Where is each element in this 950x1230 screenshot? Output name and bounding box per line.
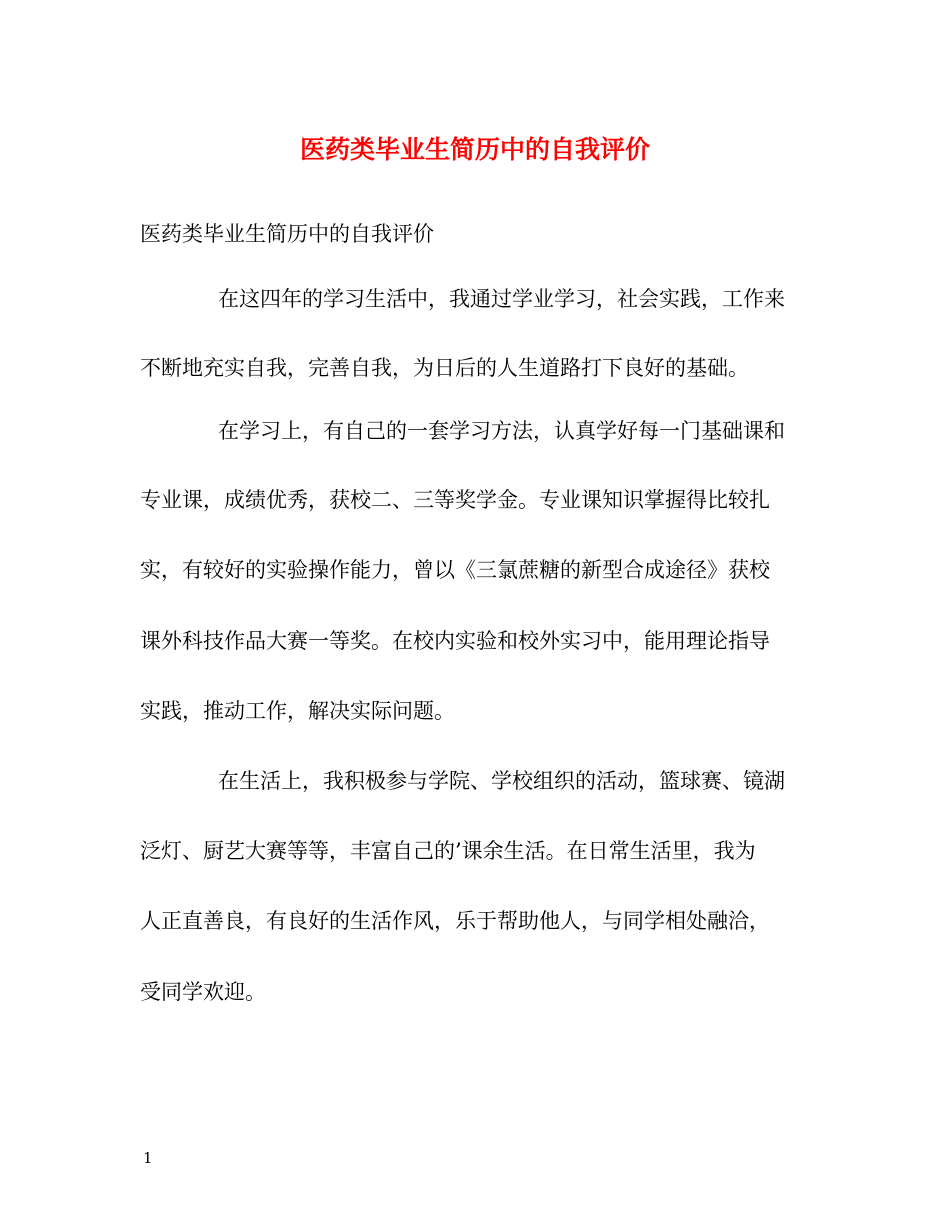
paragraph-line: 泛灯、厨艺大赛等等，丰富自己的’课余生活。在日常生活里，我为	[140, 839, 756, 863]
page-number: 1	[143, 1149, 153, 1167]
document-title: 医药类毕业生简历中的自我评价	[299, 135, 650, 164]
paragraph-line: 实，有较好的实验操作能力，曾以《三氯蔗糖的新型合成途径》获校	[140, 558, 770, 582]
paragraph-line: 专业课，成绩优秀，获校二、三等奖学金。专业课知识掌握得比较扎	[140, 488, 770, 512]
paragraph-line: 在生活上，我积极参与学院、学校组织的活动，篮球赛、镜湖	[218, 769, 785, 793]
document-subtitle: 医药类毕业生简历中的自我评价	[140, 222, 434, 246]
paragraph-line: 课外科技作品大赛一等奖。在校内实验和校外实习中，能用理论指导	[140, 629, 770, 653]
paragraph-line: 不断地充实自我，完善自我，为日后的人生道路打下良好的基础。	[140, 356, 749, 380]
paragraph-line: 在这四年的学习生活中，我通过学业学习，社会实践，工作来	[218, 287, 785, 311]
paragraph-line: 在学习上，有自己的一套学习方法，认真学好每一门基础课和	[218, 419, 785, 443]
paragraph-line: 实践，推动工作，解决实际问题。	[140, 699, 455, 723]
paragraph-line: 人正直善良，有良好的生活作风，乐于帮助他人，与同学相处融洽，	[140, 909, 770, 933]
paragraph-line: 受同学欢迎。	[140, 980, 266, 1004]
